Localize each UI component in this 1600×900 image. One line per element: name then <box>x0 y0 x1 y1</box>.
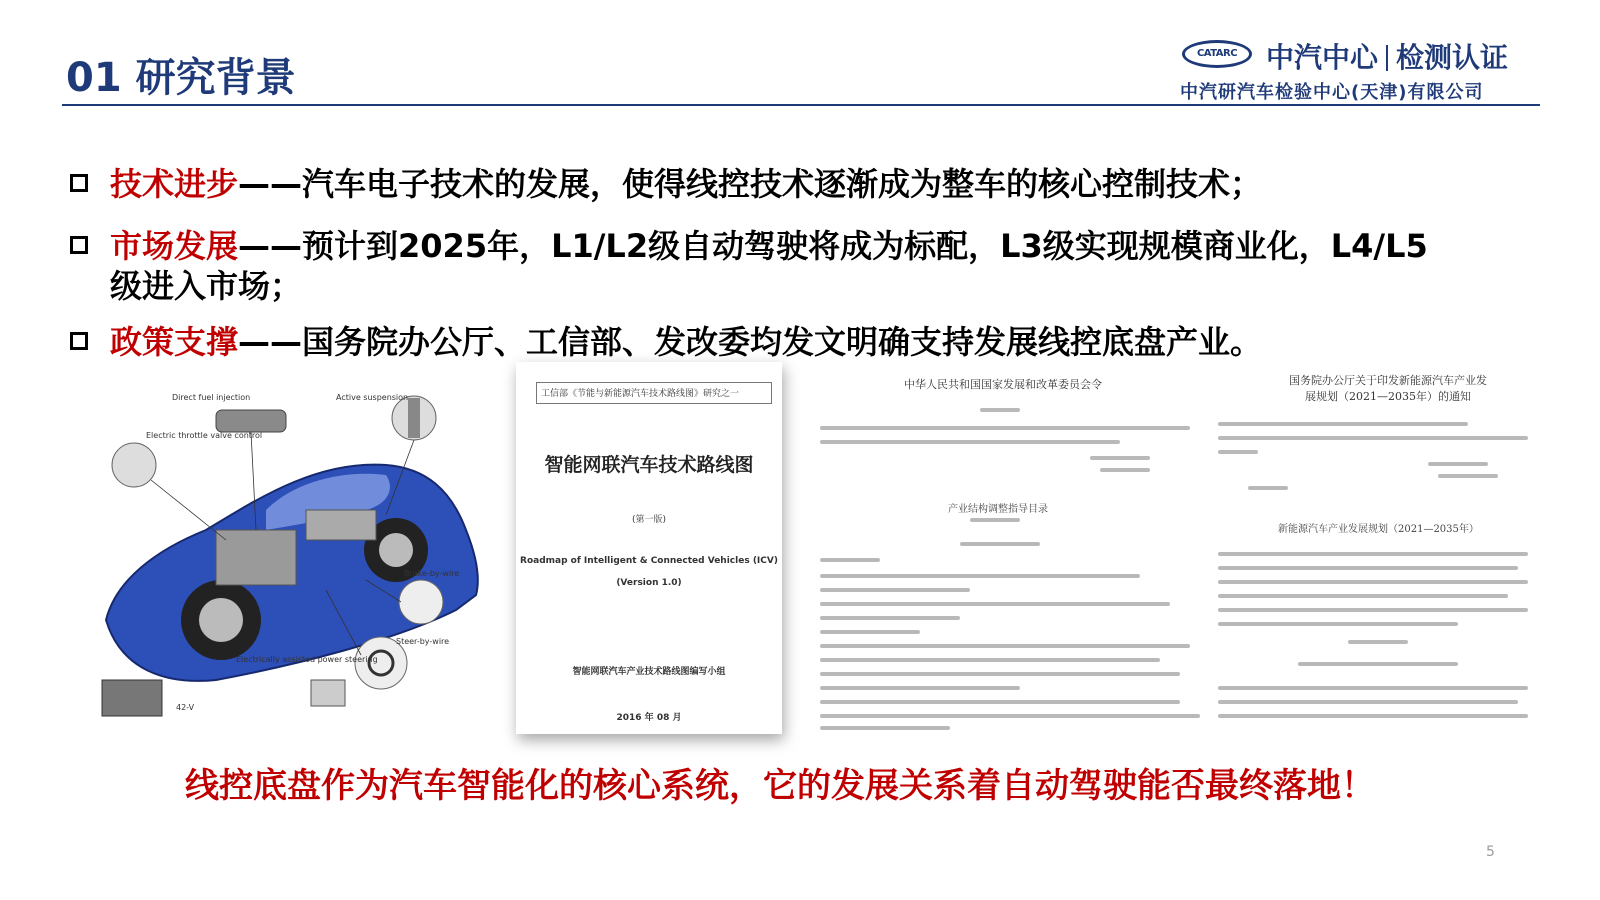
fuel-injection-icon <box>216 410 286 432</box>
bullet-keyword: 政策支撑 <box>110 323 239 361</box>
catarc-logo-mark: CATARC <box>1182 40 1252 68</box>
bullet-body: ——汽车电子技术的发展，使得线控技术逐渐成为整车的核心控制技术； <box>238 165 1263 203</box>
label-steer-by-wire: Steer-by-wire <box>396 637 450 646</box>
label-active-suspension: Active suspension <box>336 393 409 402</box>
logo-subtitle: 中汽研汽车检验中心(天津)有限公司 <box>1180 82 1484 103</box>
ndrc-decree-scan <box>800 368 1196 734</box>
company-logo <box>1180 36 1520 102</box>
cover-en-title: Roadmap of Intelligent & Connected Vehicles (ICV) <box>520 556 778 566</box>
bullet-text <box>110 164 1430 204</box>
logo-main-left: 中汽中心 <box>1266 41 1379 74</box>
bullet-body: ——预计到2025年，L1/L2级自动驾驶将成为标配，L3级实现规模商业化，L4/L5级进入市场； <box>110 227 1428 305</box>
throttle-icon <box>112 443 156 487</box>
conclusion-statement: 线控底盘作为汽车智能化的核心系统，它的发展关系着自动驾驶能否最终落地！ <box>185 766 1375 806</box>
checkbox-bullet-icon <box>70 174 88 192</box>
bullet-market-development <box>70 226 1430 306</box>
page-number: 5 <box>1486 844 1495 860</box>
icv-roadmap-cover <box>516 362 782 734</box>
label-brake-by-wire: Brake-by-wire <box>404 569 460 578</box>
brake-icon <box>399 580 443 624</box>
logo-separator <box>1386 45 1388 71</box>
logo-main-text <box>1266 36 1508 76</box>
logo-main-right: 检测认证 <box>1396 41 1509 74</box>
cover-author: 智能网联汽车产业技术路线图编写小组 <box>572 667 726 677</box>
cover-version: (Version 1.0) <box>616 578 682 588</box>
label-eps: Electrically assisted power steering <box>236 655 378 664</box>
checkbox-bullet-icon <box>70 236 88 254</box>
bullet-keyword: 市场发展 <box>110 227 239 265</box>
plan-title: 新能源汽车产业发展规划（2021—2035年） <box>1278 524 1479 535</box>
page-title: 01 研究背景 <box>66 55 296 101</box>
cover-date: 2016 年 08 月 <box>616 713 682 723</box>
title-divider <box>62 104 1540 106</box>
checkbox-bullet-icon <box>70 332 88 350</box>
eps-icon <box>311 680 345 706</box>
bullet-keyword: 技术进步 <box>110 165 239 203</box>
bullet-body: ——国务院办公厅、工信部、发改委均发文明确支持发展线控底盘产业。 <box>238 323 1263 361</box>
state-council-notice-scan <box>1208 368 1534 734</box>
ndrc-header: 中华人民共和国国家发展和改革委员会令 <box>904 378 1102 391</box>
bullet-text <box>110 226 1430 306</box>
bullet-tech-progress <box>70 164 1430 204</box>
cover-title: 智能网联汽车技术路线图 <box>544 454 754 476</box>
cover-header-box: 工信部《节能与新能源汽车技术路线图》研究之一 <box>536 382 772 404</box>
label-42v: 42-V <box>176 703 195 712</box>
battery-42v-icon <box>102 680 162 716</box>
x-by-wire-car-illustration <box>96 380 492 720</box>
label-throttle: Electric throttle valve control <box>146 431 263 440</box>
bullet-text <box>110 322 1430 362</box>
label-direct-fuel: Direct fuel injection <box>172 393 251 402</box>
ndrc-catalog-title: 产业结构调整指导目录 <box>948 504 1048 515</box>
bullet-policy-support <box>70 322 1430 362</box>
cover-edition: (第一版) <box>631 515 667 525</box>
engine-block <box>216 530 296 585</box>
state-council-header: 国务院办公厅关于印发新能源汽车产业发展规划（2021—2035年）的通知 <box>1289 374 1487 403</box>
